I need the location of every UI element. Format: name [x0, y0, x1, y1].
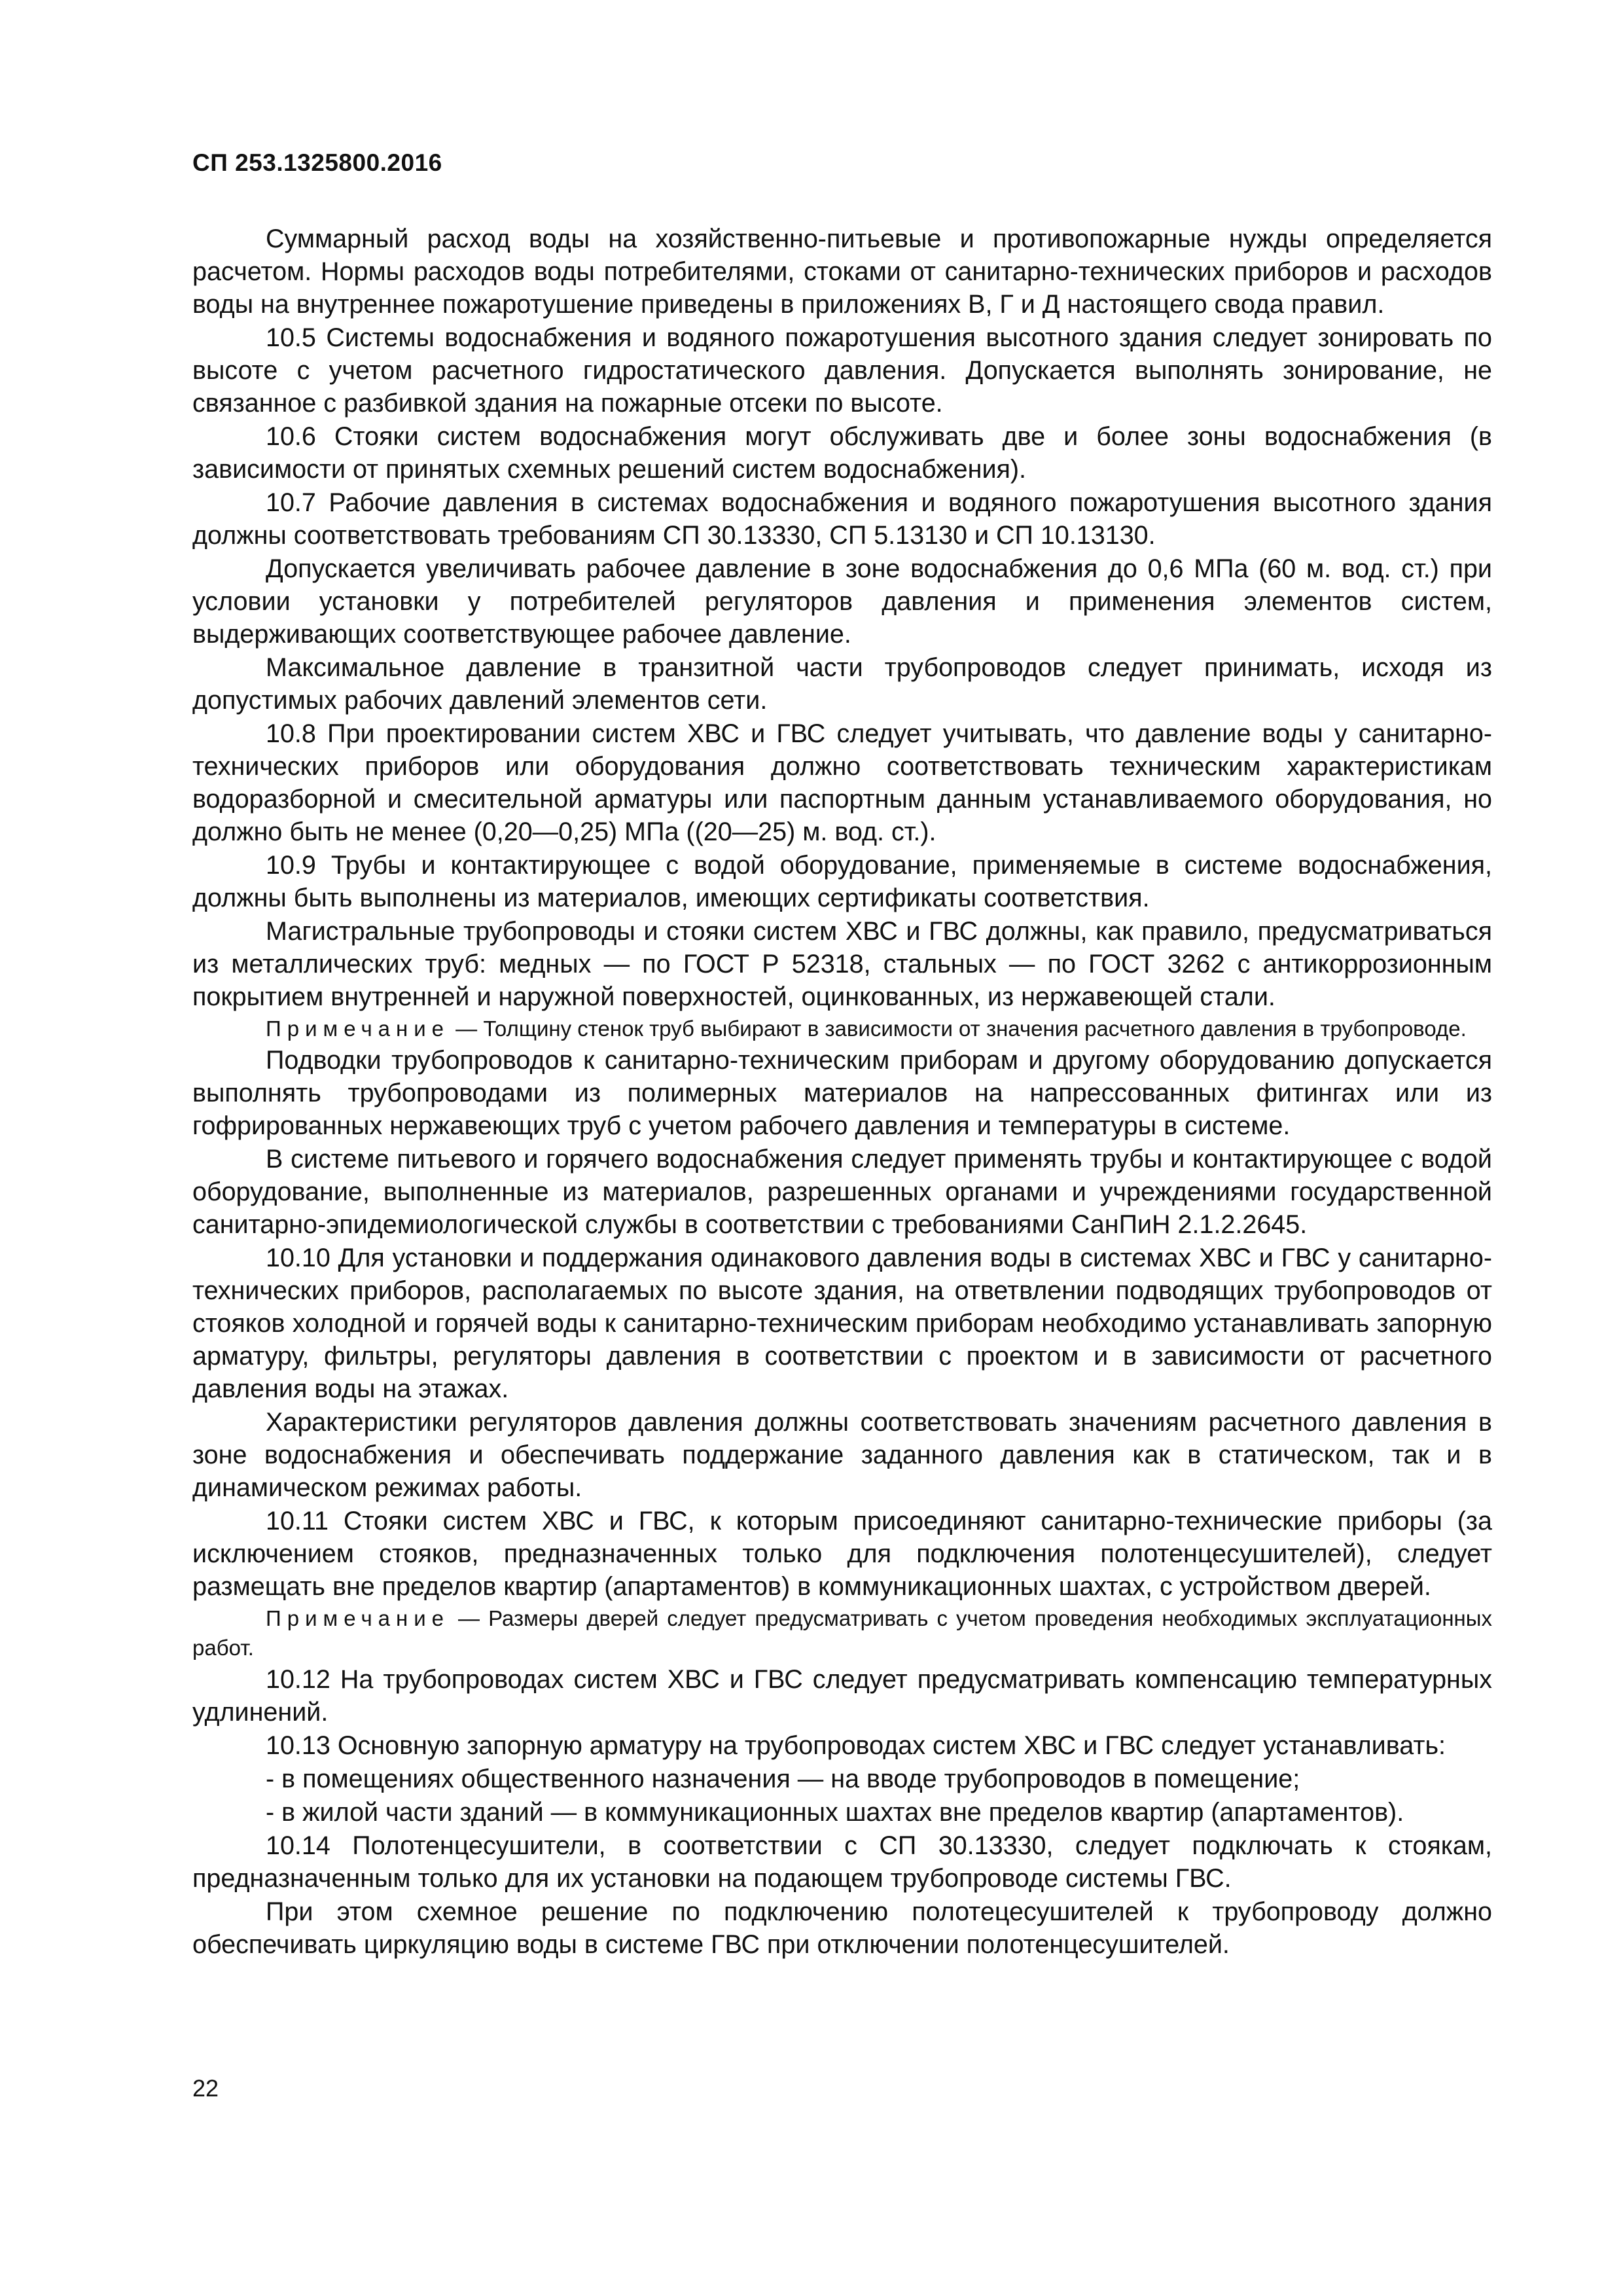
- body-paragraph: 10.13 Основную запорную арматуру на трубопроводах систем ХВС и ГВС следует устанавливать:: [266, 1731, 1446, 1760]
- body-paragraph: 10.7 Рабочие давления в системах водоснабжения и водяного пожаротушения высотного здания должны соответствовать требованиям СП 30.13330, СП 5.13130 и СП 10.13130.: [192, 488, 1492, 550]
- body-paragraph: 10.9 Трубы и контактирующее с водой оборудование, применяемые в системе водоснабжения, должны быть выполнены из материалов, имеющих сертификаты соответствия.: [192, 851, 1492, 912]
- note-text: — Толщину стенок труб выбирают в зависимости от значения расчетного давления в трубопроводе.: [450, 1016, 1467, 1041]
- body-paragraph: При этом схемное решение по подключению полотецесушителей к трубопроводу должно обеспечивать циркуляцию воды в системе ГВС при отключении полотенцесушителей.: [192, 1897, 1492, 1959]
- body-paragraph: Характеристики регуляторов давления должны соответствовать значениям расчетного давления в зоне водоснабжения и обеспечивать поддержание заданного давления как в статическом, так и в динамическом режимах работы.: [192, 1408, 1492, 1502]
- body-paragraph: Подводки трубопроводов к санитарно-техническим приборам и другому оборудованию допускается выполнять трубопроводами из полимерных материалов на напрессованных фитингах или из гофрированных нержавеющих труб с учетом рабочего давления и температуры в системе.: [192, 1046, 1492, 1140]
- body-paragraph: 10.11 Стояки систем ХВС и ГВС, к которым присоединяют санитарно-технические приборы (за исключением стояков, предназначенных только для подключения полотенцесушителей), следует размещать вне пределов квартир (апартаментов) в коммуникационных шахтах, с устройством дверей.: [192, 1507, 1492, 1601]
- body-paragraph: - в помещениях общественного назначения — на вводе трубопроводов в помещение;: [266, 1765, 1300, 1793]
- document-header: СП 253.1325800.2016: [192, 149, 442, 176]
- body-paragraph: 10.12 На трубопроводах систем ХВС и ГВС следует предусматривать компенсацию температурных удлинений.: [192, 1665, 1492, 1727]
- note-paragraph: [192, 1014, 1492, 1043]
- note-label: Примечание: [266, 1016, 450, 1041]
- body-paragraph: Суммарный расход воды на хозяйственно-питьевые и противопожарные нужды определяется расчетом. Нормы расходов воды потребителями, стоками от санитарно-технических приборов и расходов воды на внутреннее пожаротушение приведены в приложениях В, Г и Д настоящего свода правил.: [192, 224, 1492, 319]
- body-paragraph: 10.8 При проектировании систем ХВС и ГВС следует учитывать, что давление воды у санитарно-технических приборов или оборудования должно соответствовать техническим характеристикам водоразборной и смесительной арматуры или паспортным данным устанавливаемого оборудования, но должно быть не менее (0,20—0,25) МПа ((20—25) м. вод. ст.).: [192, 719, 1492, 846]
- body-paragraph: Магистральные трубопроводы и стояки систем ХВС и ГВС должны, как правило, предусматриваться из металлических труб: медных — по ГОСТ Р 52318, стальных — по ГОСТ 3262 с антикоррозионным покрытием внутренней и наружной поверхностей, оцинкованных, из нержавеющей стали.: [192, 917, 1492, 1011]
- body-paragraph: Максимальное давление в транзитной части трубопроводов следует принимать, исходя из допустимых рабочих давлений элементов сети.: [192, 653, 1492, 715]
- document-body: [192, 223, 1492, 1961]
- note-label: Примечание: [266, 1606, 450, 1630]
- page-number: 22: [192, 2075, 219, 2102]
- body-paragraph: 10.14 Полотенцесушители, в соответствии с СП 30.13330, следует подключать к стоякам, предназначенным только для их установки на подающем трубопроводе системы ГВС.: [192, 1831, 1492, 1893]
- note-text: — Размеры дверей следует предусматривать с учетом проведения необходимых эксплуатационных работ.: [192, 1606, 1492, 1660]
- note-paragraph: [192, 1604, 1492, 1662]
- body-paragraph: В системе питьевого и горячего водоснабжения следует применять трубы и контактирующее с водой оборудование, выполненные из материалов, разрешенных органами и учреждениями государственной санитарно-эпидемиологической службы в соответствии с требованиями СанПиН 2.1.2.2645.: [192, 1145, 1492, 1239]
- body-paragraph: 10.6 Стояки систем водоснабжения могут обслуживать две и более зоны водоснабжения (в зависимости от принятых схемных решений систем водоснабжения).: [192, 422, 1492, 484]
- body-paragraph: 10.5 Системы водоснабжения и водяного пожаротушения высотного здания следует зонировать по высоте с учетом расчетного гидростатического давления. Допускается выполнять зонирование, не связанное с разбивкой здания на пожарные отсеки по высоте.: [192, 323, 1492, 418]
- body-paragraph: - в жилой части зданий — в коммуникационных шахтах вне пределов квартир (апартаментов).: [266, 1798, 1404, 1827]
- body-paragraph: Допускается увеличивать рабочее давление в зоне водоснабжения до 0,6 МПа (60 м. вод. ст.) при условии установки у потребителей регуляторов давления и применения элементов систем, выдерживающих соответствующее рабочее давление.: [192, 554, 1492, 649]
- body-paragraph: 10.10 Для установки и поддержания одинакового давления воды в системах ХВС и ГВС у санитарно-технических приборов, располагаемых по высоте здания, на ответвлении подводящих трубопроводов от стояков холодной и горячей воды к санитарно-техническим приборам необходимо устанавливать запорную арматуру, фильтры, регуляторы давления в соответствии с проектом и в зависимости от расчетного давления воды на этажах.: [192, 1244, 1492, 1403]
